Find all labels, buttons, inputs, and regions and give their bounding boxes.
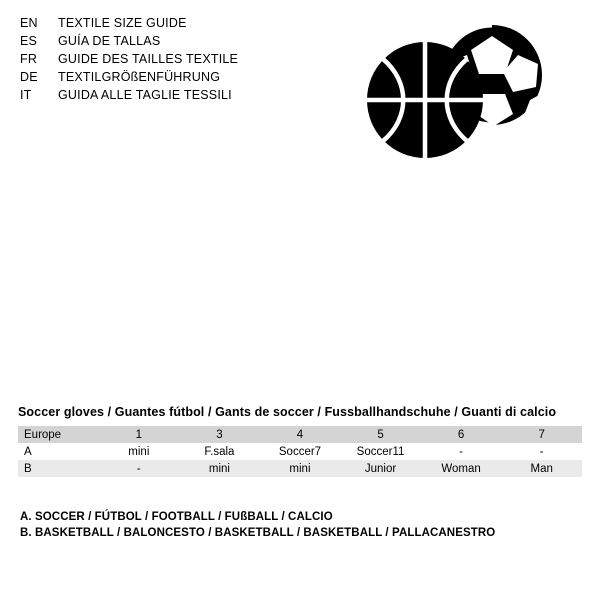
language-list — [20, 14, 320, 104]
legend — [20, 509, 580, 541]
table-cell: mini — [128, 445, 150, 458]
language-code: FR — [20, 52, 38, 66]
table-cell: - — [459, 445, 464, 458]
table-cell: F.sala — [204, 445, 235, 458]
table-cell: Soccer11 — [356, 445, 405, 458]
table-title: Soccer gloves / Guantes fútbol / Gants de soccer / Fussballhandschuhe / Guanti di calcio — [18, 405, 557, 419]
table-cell: Man — [501, 460, 582, 477]
table-header-cell: 5 — [340, 426, 421, 443]
table-header-cell: 7 — [501, 426, 582, 443]
sports-balls-illustration — [355, 22, 565, 167]
basketball-icon — [367, 42, 483, 158]
language-row — [20, 50, 320, 68]
table-row — [18, 443, 582, 460]
table-cell: Junior — [340, 460, 421, 477]
language-code: DE — [20, 70, 38, 84]
row-label: A — [24, 445, 32, 458]
table-header-cell: 6 — [421, 426, 502, 443]
language-label: GUÍA DE TALLAS — [58, 34, 161, 48]
language-label: GUIDA ALLE TAGLIE TESSILI — [58, 88, 232, 102]
size-table — [18, 426, 582, 477]
legend-line-b: B. BASKETBALL / BALONCESTO / BASKETBALL / BASKETBALL / PALLACANESTRO — [20, 527, 496, 539]
table-header-row — [18, 426, 582, 443]
language-code: EN — [20, 16, 38, 30]
language-row — [20, 14, 320, 32]
size-table-section — [18, 405, 582, 477]
table-header-cell: 4 — [260, 426, 341, 443]
row-label: B — [18, 460, 99, 477]
table-cell: - — [539, 445, 544, 458]
language-label: TEXTILGRÖßENFÜHRUNG — [58, 70, 221, 84]
table-header-cell: Europe — [18, 426, 99, 443]
table-cell: - — [99, 460, 180, 477]
language-code: IT — [20, 88, 32, 102]
language-row — [20, 86, 320, 104]
language-label: TEXTILE SIZE GUIDE — [58, 16, 187, 30]
table-cell: mini — [179, 460, 260, 477]
table-header-cell: 1 — [99, 426, 180, 443]
language-row — [20, 32, 320, 50]
table-header-cell: 3 — [179, 426, 260, 443]
language-code: ES — [20, 34, 38, 48]
table-cell: Woman — [421, 460, 502, 477]
language-label: GUIDE DES TAILLES TEXTILE — [58, 52, 239, 66]
table-cell: mini — [260, 460, 341, 477]
legend-line-a: A. SOCCER / FÚTBOL / FOOTBALL / FUßBALL / CALCIO — [20, 511, 333, 523]
language-row — [20, 68, 320, 86]
table-row — [18, 460, 582, 477]
table-cell: Soccer7 — [278, 445, 322, 458]
